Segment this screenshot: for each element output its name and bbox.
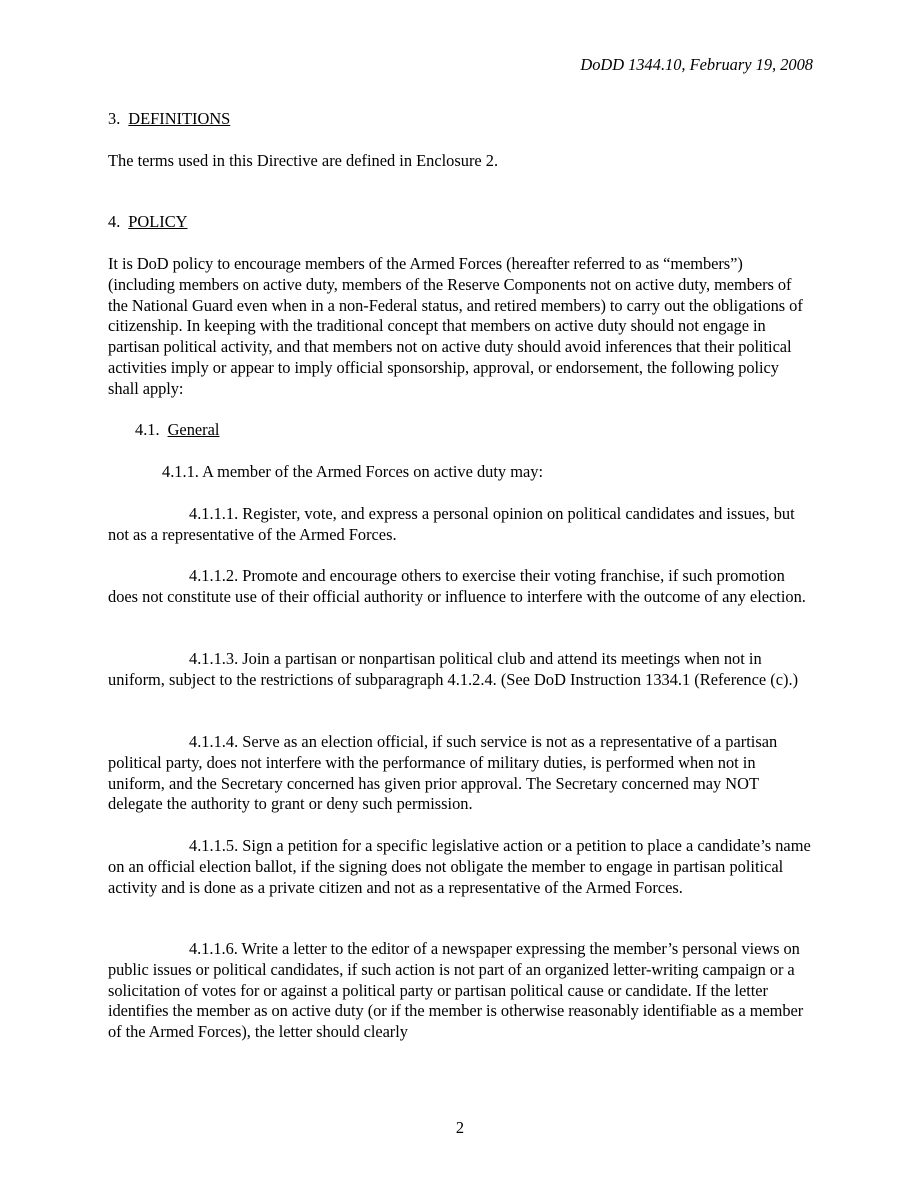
section-title: POLICY bbox=[128, 212, 188, 231]
section-3-heading bbox=[108, 109, 812, 130]
subsection-title: General bbox=[167, 420, 220, 439]
page-number: 2 bbox=[455, 1118, 465, 1137]
paragraph-4-1-1-5: 4.1.1.5. Sign a petition for a specific legislative action or a petition to place a candidate’s name on an official election ballot, if the signing does not obligate the member to engage in partisan political activity and is done as a private citizen and not as a representative of the Armed Forces. bbox=[108, 836, 811, 897]
section-title: DEFINITIONS bbox=[128, 109, 231, 128]
section-number: 4. bbox=[108, 212, 121, 231]
paragraph-4-1-1-1: 4.1.1.1. Register, vote, and express a personal opinion on political candidates and issues, but not as a representative of the Armed Forces. bbox=[108, 504, 795, 544]
subsection-4-1-heading bbox=[108, 420, 839, 441]
policy-paragraph: It is DoD policy to encourage members of the Armed Forces (hereafter referred to as “members”) (including members on active duty, members of the Reserve Components not on active duty, members of the National Guard even when in a non-Federal status, and retired members) to carry out the obligations of citizenship. In keeping with the traditional concept that members on active duty should not engage in partisan political activity, and that members not on active duty should avoid inferences that their political activities imply or appear to imply official sponsorship, approval, or endorsement, the following policy shall apply: bbox=[108, 254, 803, 398]
subsection-number: 4.1. bbox=[135, 420, 160, 439]
paragraph-4-1-1-4: 4.1.1.4. Serve as an election official, if such service is not as a representative of a partisan political party, does not interfere with the performance of military duties, is performed when not in uniform, and the Secretary concerned has given prior approval. The Secretary concerned may NOT delegate the authority to grant or deny such permission. bbox=[108, 732, 778, 814]
section-number: 3. bbox=[108, 109, 121, 128]
section-4-heading bbox=[108, 212, 812, 233]
paragraph-4-1-1-2: 4.1.1.2. Promote and encourage others to exercise their voting franchise, if such promotion does not constitute use of their official authority or influence to interfere with the outcome of any election. bbox=[108, 566, 806, 606]
paragraph-4-1-1-3: 4.1.1.3. Join a partisan or nonpartisan political club and attend its meetings when not in uniform, subject to the restrictions of subparagraph 4.1.2.4. (See DoD Instruction 1334.1 (Reference (c).) bbox=[108, 649, 799, 689]
document-header: DoDD 1344.10, February 19, 2008 bbox=[580, 55, 813, 74]
paragraph-4-1-1-6: 4.1.1.6. Write a letter to the editor of a newspaper expressing the member’s personal views on public issues or political candidates, if such action is not part of an organized letter-writing campaign or a solicitation of votes for or against a political party or partisan political cause or candidate. If the letter identifies the member as on active duty (or if the member is otherwise reasonably identifiable as a member of the Armed Forces), the letter should clearly bbox=[108, 939, 804, 1042]
definitions-paragraph: The terms used in this Directive are defined in Enclosure 2. bbox=[108, 151, 499, 170]
paragraph-4-1-1: 4.1.1. A member of the Armed Forces on active duty may: bbox=[162, 462, 544, 481]
